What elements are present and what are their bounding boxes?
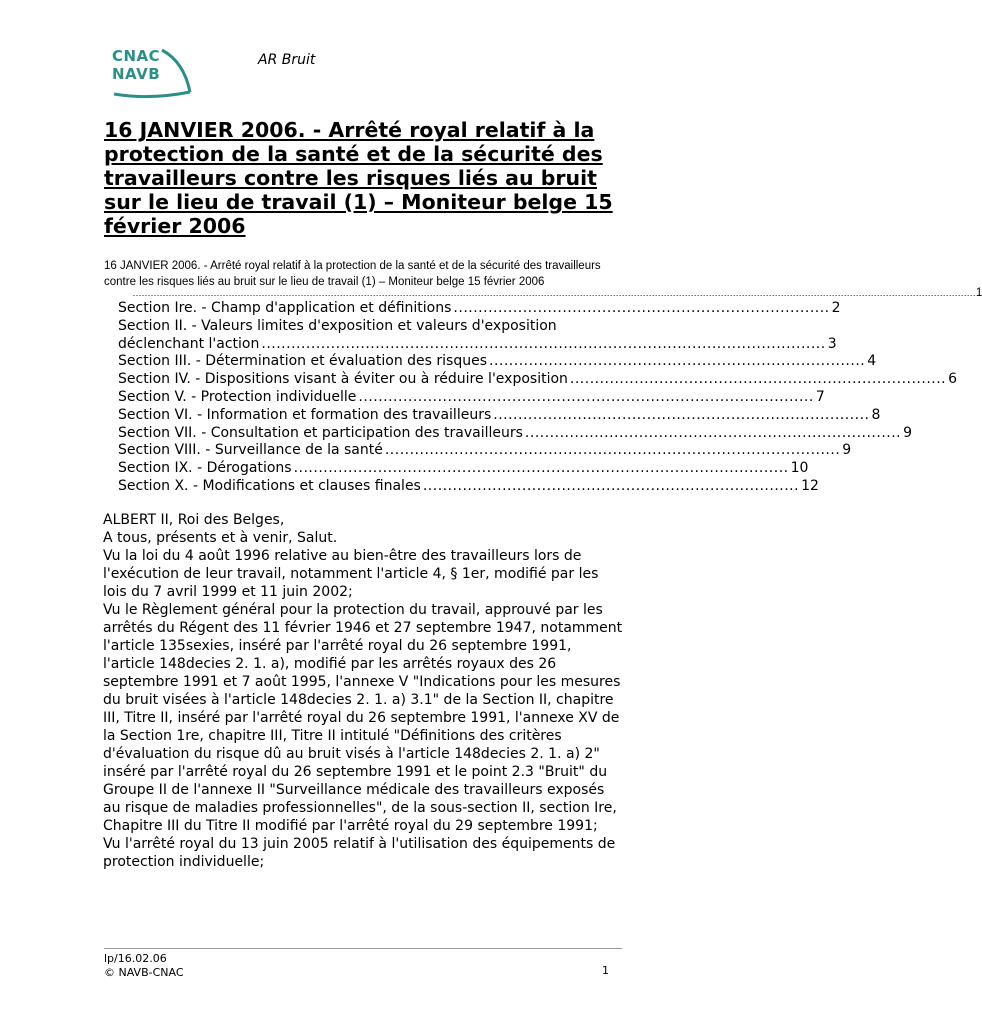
toc-entry-section-3[interactable]: Section III. - Détermination et évaluation des risques ............................................................................ 4 [118,353,877,370]
toc-main-text: 16 JANVIER 2006. - Arrêté royal relatif à la protection de la santé et de la sécurité des travailleurs contre les risques liés au bruit sur le lieu de travail (1) – Moniteur belge 15 février 2006 [104,260,601,288]
toc-entry-section-2[interactable]: Section II. - Valeurs limites d'exposition et valeurs d'exposition déclenchant l'action .................................................................................................................. 3 [118,317,837,352]
body-paragraph-king: ALBERT II, Roi des Belges, [103,512,285,528]
body-paragraph-law: Vu la loi du 4 août 1996 relative au bien-être des travailleurs lors de l'exécution de leur travail, notamment l'article 4, § 1er, modifié par les lois du 7 avril 1999 et 11 juin 2002; [103,548,599,600]
body-paragraph-arrete: Vu l'arrêté royal du 13 juin 2005 relatif à l'utilisation des équipements de protection individuelle; [103,836,616,870]
toc-main-entry[interactable] [104,258,620,288]
document-body [103,511,625,871]
table-of-contents [118,300,958,496]
toc-main-page: 1 [975,287,982,299]
toc-entry-section-9[interactable]: Section IX. - Dérogations .................................................................................................... 10 [118,460,809,477]
toc-main-leader [104,286,982,300]
body-paragraph-reglement: Vu le Règlement général pour la protection du travail, approuvé par les arrêtés du Régent des 11 février 1946 et 27 septembre 1947, notamment l'article 135sexies, inséré par l'arrêté royal du 26 septembre 1991, l'article 148decies 2. 1. a), modifié par les arrêtés royaux des 26 septembre 1991 et 7 août 1995, l'annexe V "Indications pour les mesures du bruit visées à l'article 148decies 2. 1. a) 3.1" de la Section II, chapitre III, Titre II, inséré par l'arrêté royal du 26 septembre 1991, l'annexe XV de la Section 1re, chapitre III, Titre II intitulé "Définitions des critères d'évaluation du risque dû au bruit visés à l'article 148decies 2. 1. a) 2" inséré par l'arrêté royal du 26 septembre 1991 et le point 2.3 "Bruit" du Groupe II de l'annexe II "Surveillance médicale des travailleurs exposés au risque de maladies professionnelles", de la sous-section II, section Ire, Chapitre III du Titre II modifié par l'arrêté royal du 29 septembre 1991; [103,602,623,834]
page-number: 1 [602,964,609,977]
toc-entry-section-7[interactable]: Section VII. - Consultation et participation des travailleurs ............................................................................ 9 [118,424,913,441]
logo-text-navb: NAVB [112,65,161,83]
toc-entry-section-4[interactable]: Section IV. - Dispositions visant à éviter ou à réduire l'exposition ............................................................................ 6 [118,371,958,388]
footer-info [104,952,184,980]
footer-ref: lp/16.02.06 [104,952,167,965]
toc-entry-section-1[interactable]: Section Ire. - Champ d'application et définitions ............................................................................ 2 [118,300,841,316]
toc-main-dots: ......................................................................................................................................................................................................................................................................................... [132,288,976,298]
document-title: 16 JANVIER 2006. - Arrêté royal relatif à la protection de la santé et de la sécurité des travailleurs contre les risques liés au bruit sur le lieu de travail (1) – Moniteur belge 15 février 2006 [104,118,613,238]
footer-divider [104,948,622,949]
toc-entry-section-8[interactable]: Section VIII. - Surveillance de la santé ............................................................................................ 9 [118,442,852,459]
toc-entry-section-6[interactable]: Section VI. - Information et formation des travailleurs ............................................................................ 8 [118,406,881,423]
footer-copyright: © NAVB-CNAC [104,966,184,979]
logo-text-cnac: CNAC [112,47,161,65]
header-label: AR Bruit [258,52,316,68]
toc-entry-section-10[interactable]: Section X. - Modifications et clauses finales ............................................................................ 12 [118,477,819,494]
cnac-navb-logo [110,44,194,102]
body-paragraph-salutation: A tous, présents et à venir, Salut. [103,530,338,546]
toc-entry-section-5[interactable]: Section V. - Protection individuelle ............................................................................................ 7 [118,388,825,405]
